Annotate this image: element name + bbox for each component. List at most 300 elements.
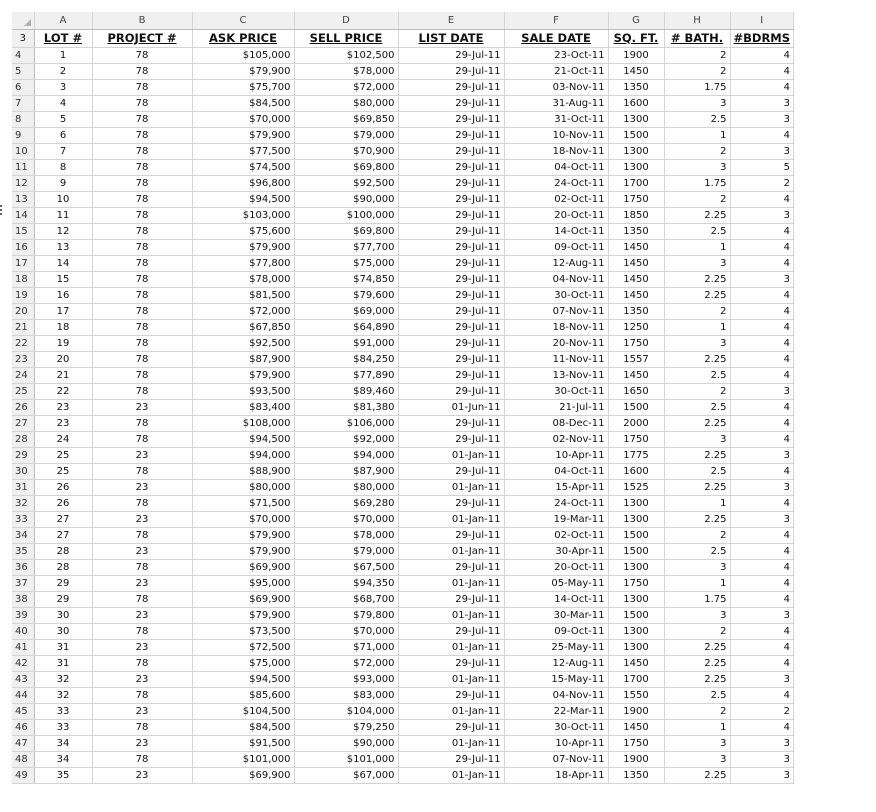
header-cell-sq-ft[interactable]: SQ. FT.	[608, 29, 664, 47]
cell-sq-ft[interactable]: 1700	[608, 671, 664, 687]
cell-project[interactable]: 78	[92, 95, 192, 111]
cell-ask-price[interactable]: $77,800	[192, 255, 294, 271]
cell-bedrooms[interactable]: 4	[730, 191, 794, 207]
cell-project[interactable]: 78	[92, 207, 192, 223]
cell-sq-ft[interactable]: 1750	[608, 431, 664, 447]
cell-lot[interactable]: 2	[34, 63, 92, 79]
cell-bedrooms[interactable]: 4	[730, 495, 794, 511]
cell-bedrooms[interactable]: 4	[730, 303, 794, 319]
column-header-g[interactable]: G	[608, 12, 664, 29]
row-number[interactable]: 13	[12, 191, 34, 207]
cell-bath[interactable]: 2.5	[664, 463, 730, 479]
cell-ask-price[interactable]: $75,000	[192, 655, 294, 671]
cell-list-date[interactable]: 29-Jul-11	[398, 207, 504, 223]
cell-sq-ft[interactable]: 1750	[608, 735, 664, 751]
cell-list-date[interactable]: 29-Jul-11	[398, 335, 504, 351]
cell-project[interactable]: 78	[92, 383, 192, 399]
cell-sell-price[interactable]: $67,500	[294, 559, 398, 575]
cell-lot[interactable]: 28	[34, 543, 92, 559]
cell-bath[interactable]: 2	[664, 383, 730, 399]
cell-bath[interactable]: 2	[664, 703, 730, 719]
row-number[interactable]: 49	[12, 767, 34, 783]
cell-sell-price[interactable]: $68,700	[294, 591, 398, 607]
cell-bedrooms[interactable]: 3	[730, 207, 794, 223]
cell-sell-price[interactable]: $79,000	[294, 127, 398, 143]
cell-list-date[interactable]: 01-Jan-11	[398, 447, 504, 463]
cell-list-date[interactable]: 29-Jul-11	[398, 623, 504, 639]
cell-project[interactable]: 78	[92, 367, 192, 383]
cell-sale-date[interactable]: 02-Oct-11	[504, 527, 608, 543]
cell-project[interactable]: 23	[92, 511, 192, 527]
row-number[interactable]: 32	[12, 495, 34, 511]
header-cell-sale-date[interactable]: SALE DATE	[504, 29, 608, 47]
header-cell-bath[interactable]: # BATH.	[664, 29, 730, 47]
cell-lot[interactable]: 26	[34, 479, 92, 495]
cell-bedrooms[interactable]: 4	[730, 255, 794, 271]
cell-project[interactable]: 23	[92, 575, 192, 591]
cell-bath[interactable]: 2.25	[664, 287, 730, 303]
row-number[interactable]: 12	[12, 175, 34, 191]
cell-bedrooms[interactable]: 4	[730, 623, 794, 639]
cell-sq-ft[interactable]: 1350	[608, 767, 664, 783]
cell-list-date[interactable]: 29-Jul-11	[398, 47, 504, 63]
cell-ask-price[interactable]: $83,400	[192, 399, 294, 415]
cell-bedrooms[interactable]: 5	[730, 159, 794, 175]
cell-bath[interactable]: 2.25	[664, 639, 730, 655]
cell-sq-ft[interactable]: 1750	[608, 335, 664, 351]
cell-list-date[interactable]: 01-Jan-11	[398, 735, 504, 751]
cell-project[interactable]: 78	[92, 655, 192, 671]
cell-sell-price[interactable]: $83,000	[294, 687, 398, 703]
cell-bath[interactable]: 2.25	[664, 447, 730, 463]
cell-ask-price[interactable]: $91,500	[192, 735, 294, 751]
cell-ask-price[interactable]: $85,600	[192, 687, 294, 703]
cell-sale-date[interactable]: 31-Aug-11	[504, 95, 608, 111]
cell-list-date[interactable]: 01-Jan-11	[398, 575, 504, 591]
cell-ask-price[interactable]: $70,000	[192, 511, 294, 527]
cell-list-date[interactable]: 29-Jul-11	[398, 319, 504, 335]
cell-sell-price[interactable]: $72,000	[294, 79, 398, 95]
cell-lot[interactable]: 16	[34, 287, 92, 303]
cell-list-date[interactable]: 29-Jul-11	[398, 495, 504, 511]
cell-bath[interactable]: 3	[664, 255, 730, 271]
cell-lot[interactable]: 23	[34, 415, 92, 431]
cell-bath[interactable]: 2.25	[664, 479, 730, 495]
cell-list-date[interactable]: 29-Jul-11	[398, 591, 504, 607]
cell-sell-price[interactable]: $79,000	[294, 543, 398, 559]
cell-bedrooms[interactable]: 4	[730, 559, 794, 575]
cell-sq-ft[interactable]: 1450	[608, 367, 664, 383]
cell-project[interactable]: 78	[92, 223, 192, 239]
cell-sale-date[interactable]: 03-Nov-11	[504, 79, 608, 95]
cell-ask-price[interactable]: $94,500	[192, 431, 294, 447]
cell-sale-date[interactable]: 31-Oct-11	[504, 111, 608, 127]
row-number[interactable]: 14	[12, 207, 34, 223]
cell-sq-ft[interactable]: 1775	[608, 447, 664, 463]
cell-project[interactable]: 78	[92, 47, 192, 63]
cell-list-date[interactable]: 01-Jan-11	[398, 703, 504, 719]
cell-list-date[interactable]: 29-Jul-11	[398, 559, 504, 575]
row-number[interactable]: 44	[12, 687, 34, 703]
cell-list-date[interactable]: 29-Jul-11	[398, 303, 504, 319]
cell-lot[interactable]: 25	[34, 447, 92, 463]
cell-list-date[interactable]: 29-Jul-11	[398, 79, 504, 95]
cell-sale-date[interactable]: 20-Oct-11	[504, 207, 608, 223]
cell-lot[interactable]: 35	[34, 767, 92, 783]
cell-lot[interactable]: 3	[34, 79, 92, 95]
cell-sell-price[interactable]: $70,000	[294, 511, 398, 527]
cell-sq-ft[interactable]: 1300	[608, 511, 664, 527]
cell-sq-ft[interactable]: 1550	[608, 687, 664, 703]
header-cell-sell-price[interactable]: SELL PRICE	[294, 29, 398, 47]
cell-project[interactable]: 78	[92, 191, 192, 207]
cell-ask-price[interactable]: $79,900	[192, 607, 294, 623]
cell-bath[interactable]: 3	[664, 335, 730, 351]
cell-sell-price[interactable]: $93,000	[294, 671, 398, 687]
cell-sell-price[interactable]: $69,850	[294, 111, 398, 127]
row-number[interactable]: 36	[12, 559, 34, 575]
cell-bath[interactable]: 2.5	[664, 687, 730, 703]
cell-sale-date[interactable]: 20-Nov-11	[504, 335, 608, 351]
cell-bath[interactable]: 2.25	[664, 207, 730, 223]
cell-sale-date[interactable]: 18-Nov-11	[504, 319, 608, 335]
cell-project[interactable]: 78	[92, 287, 192, 303]
cell-sq-ft[interactable]: 1300	[608, 143, 664, 159]
cell-bath[interactable]: 2.25	[664, 271, 730, 287]
cell-bedrooms[interactable]: 4	[730, 655, 794, 671]
cell-project[interactable]: 78	[92, 175, 192, 191]
cell-ask-price[interactable]: $79,900	[192, 63, 294, 79]
cell-sale-date[interactable]: 02-Oct-11	[504, 191, 608, 207]
cell-bedrooms[interactable]: 4	[730, 591, 794, 607]
cell-bedrooms[interactable]: 3	[730, 111, 794, 127]
cell-bedrooms[interactable]: 4	[730, 415, 794, 431]
cell-sale-date[interactable]: 30-Apr-11	[504, 543, 608, 559]
cell-ask-price[interactable]: $94,500	[192, 191, 294, 207]
cell-ask-price[interactable]: $75,700	[192, 79, 294, 95]
cell-ask-price[interactable]: $92,500	[192, 335, 294, 351]
cell-bath[interactable]: 3	[664, 607, 730, 623]
cell-sale-date[interactable]: 07-Nov-11	[504, 303, 608, 319]
cell-bath[interactable]: 2	[664, 47, 730, 63]
header-cell-list-date[interactable]: LIST DATE	[398, 29, 504, 47]
cell-list-date[interactable]: 01-Jan-11	[398, 671, 504, 687]
cell-bedrooms[interactable]: 4	[730, 399, 794, 415]
cell-lot[interactable]: 6	[34, 127, 92, 143]
row-number[interactable]: 7	[12, 95, 34, 111]
cell-project[interactable]: 78	[92, 239, 192, 255]
cell-sq-ft[interactable]: 1300	[608, 111, 664, 127]
cell-bedrooms[interactable]: 4	[730, 639, 794, 655]
cell-lot[interactable]: 27	[34, 511, 92, 527]
cell-bath[interactable]: 1	[664, 495, 730, 511]
cell-sell-price[interactable]: $71,000	[294, 639, 398, 655]
cell-project[interactable]: 78	[92, 351, 192, 367]
cell-bedrooms[interactable]: 4	[730, 79, 794, 95]
cell-list-date[interactable]: 29-Jul-11	[398, 431, 504, 447]
cell-sale-date[interactable]: 14-Oct-11	[504, 223, 608, 239]
cell-sale-date[interactable]: 04-Nov-11	[504, 271, 608, 287]
header-cell-bedrooms[interactable]: #BDRMS	[730, 29, 794, 47]
cell-sq-ft[interactable]: 1450	[608, 239, 664, 255]
cell-sell-price[interactable]: $77,700	[294, 239, 398, 255]
row-number[interactable]: 18	[12, 271, 34, 287]
row-number[interactable]: 6	[12, 79, 34, 95]
cell-sell-price[interactable]: $90,000	[294, 735, 398, 751]
cell-sq-ft[interactable]: 1450	[608, 287, 664, 303]
cell-bath[interactable]: 2.25	[664, 655, 730, 671]
column-header-i[interactable]: I	[730, 12, 794, 29]
cell-bedrooms[interactable]: 3	[730, 95, 794, 111]
cell-sale-date[interactable]: 21-Oct-11	[504, 63, 608, 79]
cell-project[interactable]: 78	[92, 623, 192, 639]
cell-project[interactable]: 78	[92, 527, 192, 543]
row-number[interactable]: 11	[12, 159, 34, 175]
cell-bedrooms[interactable]: 4	[730, 431, 794, 447]
cell-sq-ft[interactable]: 1750	[608, 575, 664, 591]
cell-project[interactable]: 78	[92, 143, 192, 159]
cell-sq-ft[interactable]: 1557	[608, 351, 664, 367]
cell-sell-price[interactable]: $92,500	[294, 175, 398, 191]
column-header-h[interactable]: H	[664, 12, 730, 29]
cell-lot[interactable]: 5	[34, 111, 92, 127]
cell-project[interactable]: 78	[92, 111, 192, 127]
cell-sell-price[interactable]: $80,000	[294, 95, 398, 111]
cell-bedrooms[interactable]: 4	[730, 223, 794, 239]
row-number[interactable]: 31	[12, 479, 34, 495]
cell-sq-ft[interactable]: 1450	[608, 63, 664, 79]
cell-list-date[interactable]: 29-Jul-11	[398, 63, 504, 79]
cell-sale-date[interactable]: 24-Oct-11	[504, 495, 608, 511]
cell-ask-price[interactable]: $69,900	[192, 767, 294, 783]
cell-sell-price[interactable]: $75,000	[294, 255, 398, 271]
cell-sell-price[interactable]: $80,000	[294, 479, 398, 495]
cell-ask-price[interactable]: $74,500	[192, 159, 294, 175]
cell-lot[interactable]: 10	[34, 191, 92, 207]
cell-bedrooms[interactable]: 3	[730, 447, 794, 463]
cell-project[interactable]: 78	[92, 335, 192, 351]
cell-list-date[interactable]: 29-Jul-11	[398, 351, 504, 367]
row-number[interactable]: 16	[12, 239, 34, 255]
cell-bedrooms[interactable]: 3	[730, 735, 794, 751]
cell-sale-date[interactable]: 24-Oct-11	[504, 175, 608, 191]
cell-lot[interactable]: 26	[34, 495, 92, 511]
cell-bedrooms[interactable]: 4	[730, 287, 794, 303]
cell-bath[interactable]: 1	[664, 319, 730, 335]
cell-list-date[interactable]: 01-Jan-11	[398, 511, 504, 527]
cell-sell-price[interactable]: $102,500	[294, 47, 398, 63]
cell-lot[interactable]: 1	[34, 47, 92, 63]
cell-lot[interactable]: 15	[34, 271, 92, 287]
cell-sale-date[interactable]: 02-Nov-11	[504, 431, 608, 447]
cell-sq-ft[interactable]: 1500	[608, 527, 664, 543]
cell-ask-price[interactable]: $95,000	[192, 575, 294, 591]
cell-sell-price[interactable]: $79,250	[294, 719, 398, 735]
cell-sell-price[interactable]: $81,380	[294, 399, 398, 415]
cell-list-date[interactable]: 29-Jul-11	[398, 127, 504, 143]
column-header-a[interactable]: A	[34, 12, 92, 29]
cell-ask-price[interactable]: $75,600	[192, 223, 294, 239]
cell-bath[interactable]: 3	[664, 735, 730, 751]
row-number[interactable]: 17	[12, 255, 34, 271]
cell-project[interactable]: 78	[92, 559, 192, 575]
cell-list-date[interactable]: 29-Jul-11	[398, 143, 504, 159]
cell-project[interactable]: 78	[92, 415, 192, 431]
cell-lot[interactable]: 29	[34, 575, 92, 591]
row-number[interactable]: 41	[12, 639, 34, 655]
cell-sell-price[interactable]: $94,350	[294, 575, 398, 591]
cell-sell-price[interactable]: $101,000	[294, 751, 398, 767]
cell-project[interactable]: 23	[92, 447, 192, 463]
cell-sq-ft[interactable]: 1250	[608, 319, 664, 335]
row-number[interactable]: 34	[12, 527, 34, 543]
cell-lot[interactable]: 30	[34, 623, 92, 639]
cell-ask-price[interactable]: $104,500	[192, 703, 294, 719]
cell-lot[interactable]: 32	[34, 671, 92, 687]
cell-sale-date[interactable]: 20-Oct-11	[504, 559, 608, 575]
cell-lot[interactable]: 24	[34, 431, 92, 447]
cell-bath[interactable]: 2	[664, 623, 730, 639]
row-number[interactable]: 45	[12, 703, 34, 719]
cell-project[interactable]: 78	[92, 687, 192, 703]
cell-sale-date[interactable]: 09-Oct-11	[504, 239, 608, 255]
cell-lot[interactable]: 27	[34, 527, 92, 543]
cell-sq-ft[interactable]: 1300	[608, 639, 664, 655]
row-number[interactable]: 8	[12, 111, 34, 127]
column-header-b[interactable]: B	[92, 12, 192, 29]
cell-sell-price[interactable]: $70,900	[294, 143, 398, 159]
cell-list-date[interactable]: 01-Jan-11	[398, 639, 504, 655]
cell-sell-price[interactable]: $69,800	[294, 223, 398, 239]
cell-sq-ft[interactable]: 1350	[608, 79, 664, 95]
cell-sell-price[interactable]: $91,000	[294, 335, 398, 351]
cell-project[interactable]: 23	[92, 671, 192, 687]
cell-sq-ft[interactable]: 1500	[608, 127, 664, 143]
cell-sale-date[interactable]: 15-Apr-11	[504, 479, 608, 495]
cell-project[interactable]: 23	[92, 399, 192, 415]
cell-ask-price[interactable]: $79,900	[192, 239, 294, 255]
cell-bath[interactable]: 2.5	[664, 399, 730, 415]
cell-bedrooms[interactable]: 3	[730, 751, 794, 767]
cell-bath[interactable]: 2.5	[664, 223, 730, 239]
cell-sale-date[interactable]: 10-Apr-11	[504, 447, 608, 463]
cell-bath[interactable]: 3	[664, 559, 730, 575]
cell-lot[interactable]: 18	[34, 319, 92, 335]
row-number[interactable]: 42	[12, 655, 34, 671]
cell-lot[interactable]: 29	[34, 591, 92, 607]
cell-list-date[interactable]: 29-Jul-11	[398, 175, 504, 191]
cell-ask-price[interactable]: $77,500	[192, 143, 294, 159]
cell-ask-price[interactable]: $78,000	[192, 271, 294, 287]
cell-sale-date[interactable]: 04-Nov-11	[504, 687, 608, 703]
row-number[interactable]: 48	[12, 751, 34, 767]
cell-lot[interactable]: 31	[34, 639, 92, 655]
cell-sq-ft[interactable]: 1500	[608, 607, 664, 623]
cell-project[interactable]: 78	[92, 431, 192, 447]
cell-sell-price[interactable]: $89,460	[294, 383, 398, 399]
row-number[interactable]: 20	[12, 303, 34, 319]
cell-bedrooms[interactable]: 3	[730, 271, 794, 287]
cell-bedrooms[interactable]: 4	[730, 719, 794, 735]
cell-sell-price[interactable]: $69,000	[294, 303, 398, 319]
cell-project[interactable]: 23	[92, 735, 192, 751]
row-number[interactable]: 33	[12, 511, 34, 527]
cell-list-date[interactable]: 01-Jun-11	[398, 399, 504, 415]
cell-lot[interactable]: 20	[34, 351, 92, 367]
cell-bedrooms[interactable]: 3	[730, 671, 794, 687]
cell-ask-price[interactable]: $96,800	[192, 175, 294, 191]
cell-ask-price[interactable]: $79,900	[192, 367, 294, 383]
cell-sale-date[interactable]: 30-Mar-11	[504, 607, 608, 623]
cell-project[interactable]: 23	[92, 607, 192, 623]
cell-sale-date[interactable]: 08-Dec-11	[504, 415, 608, 431]
cell-ask-price[interactable]: $79,900	[192, 127, 294, 143]
cell-lot[interactable]: 19	[34, 335, 92, 351]
cell-bath[interactable]: 1.75	[664, 79, 730, 95]
cell-project[interactable]: 78	[92, 591, 192, 607]
cell-project[interactable]: 23	[92, 479, 192, 495]
cell-bath[interactable]: 2	[664, 527, 730, 543]
cell-bath[interactable]: 2.25	[664, 511, 730, 527]
cell-bath[interactable]: 3	[664, 751, 730, 767]
cell-ask-price[interactable]: $108,000	[192, 415, 294, 431]
cell-project[interactable]: 78	[92, 495, 192, 511]
cell-sq-ft[interactable]: 1600	[608, 463, 664, 479]
cell-bath[interactable]: 3	[664, 95, 730, 111]
cell-lot[interactable]: 14	[34, 255, 92, 271]
cell-sq-ft[interactable]: 1750	[608, 191, 664, 207]
cell-sq-ft[interactable]: 1450	[608, 255, 664, 271]
cell-lot[interactable]: 25	[34, 463, 92, 479]
cell-lot[interactable]: 8	[34, 159, 92, 175]
cell-bath[interactable]: 2.5	[664, 111, 730, 127]
row-number[interactable]: 4	[12, 47, 34, 63]
header-cell-ask-price[interactable]: ASK PRICE	[192, 29, 294, 47]
cell-ask-price[interactable]: $101,000	[192, 751, 294, 767]
cell-lot[interactable]: 32	[34, 687, 92, 703]
cell-list-date[interactable]: 29-Jul-11	[398, 159, 504, 175]
cell-list-date[interactable]: 29-Jul-11	[398, 223, 504, 239]
cell-bath[interactable]: 1	[664, 575, 730, 591]
cell-sq-ft[interactable]: 1650	[608, 383, 664, 399]
cell-ask-price[interactable]: $84,500	[192, 95, 294, 111]
cell-project[interactable]: 78	[92, 303, 192, 319]
cell-sell-price[interactable]: $87,900	[294, 463, 398, 479]
cell-sq-ft[interactable]: 1900	[608, 703, 664, 719]
cell-ask-price[interactable]: $93,500	[192, 383, 294, 399]
row-number[interactable]: 40	[12, 623, 34, 639]
row-number[interactable]: 9	[12, 127, 34, 143]
cell-lot[interactable]: 31	[34, 655, 92, 671]
cell-ask-price[interactable]: $70,000	[192, 111, 294, 127]
cell-bath[interactable]: 2.25	[664, 671, 730, 687]
cell-bedrooms[interactable]: 2	[730, 175, 794, 191]
cell-bath[interactable]: 2	[664, 63, 730, 79]
cell-sq-ft[interactable]: 1450	[608, 271, 664, 287]
row-number[interactable]: 46	[12, 719, 34, 735]
row-number[interactable]: 24	[12, 367, 34, 383]
cell-bedrooms[interactable]: 4	[730, 527, 794, 543]
cell-lot[interactable]: 4	[34, 95, 92, 111]
cell-bedrooms[interactable]: 4	[730, 543, 794, 559]
cell-sq-ft[interactable]: 1900	[608, 751, 664, 767]
cell-bath[interactable]: 2.25	[664, 415, 730, 431]
cell-bath[interactable]: 2.5	[664, 367, 730, 383]
cell-bedrooms[interactable]: 4	[730, 239, 794, 255]
cell-project[interactable]: 78	[92, 79, 192, 95]
cell-lot[interactable]: 9	[34, 175, 92, 191]
cell-bedrooms[interactable]: 4	[730, 319, 794, 335]
